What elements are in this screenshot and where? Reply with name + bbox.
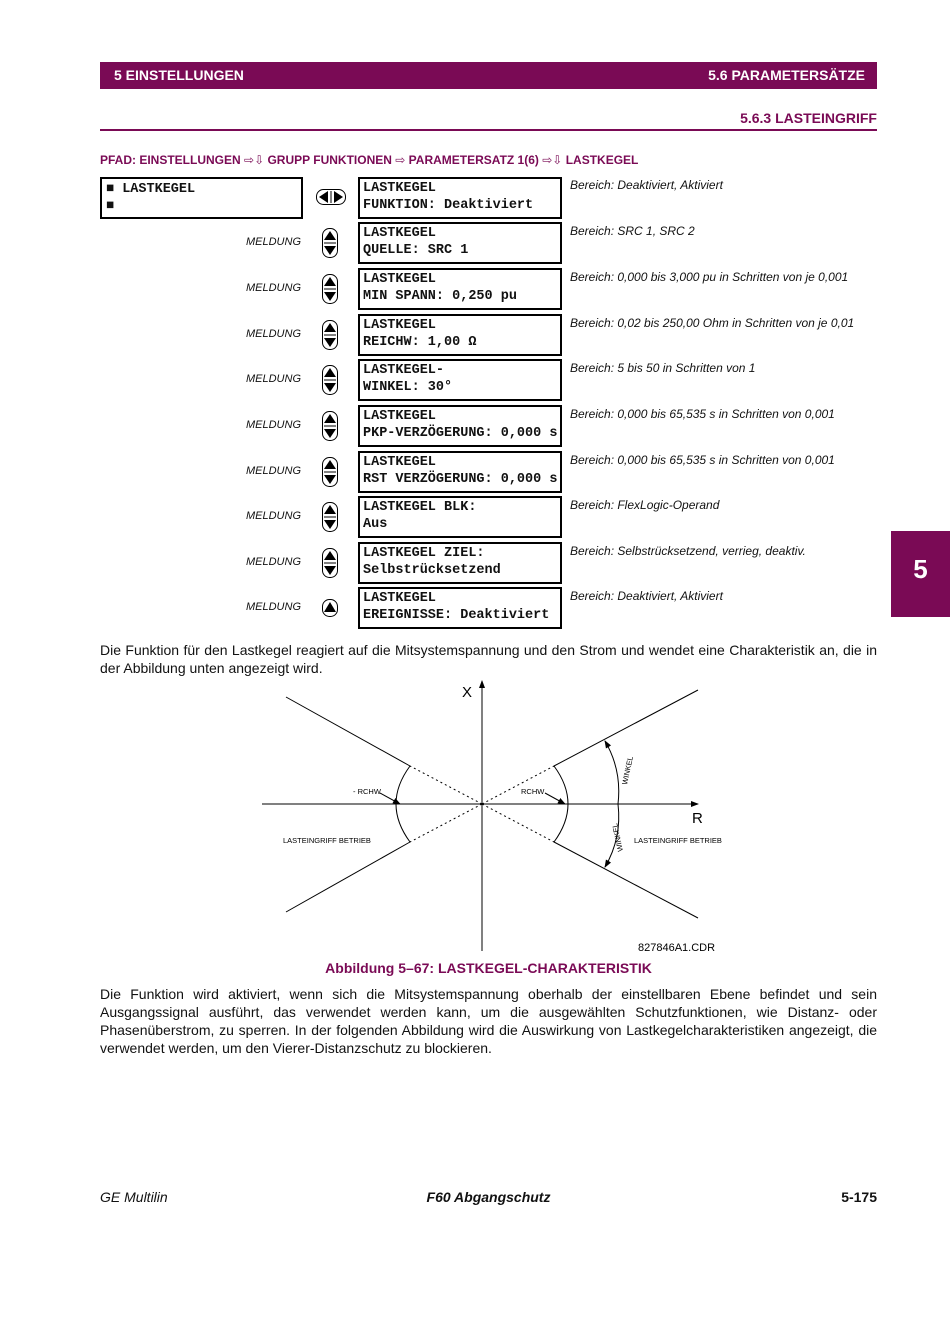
setting-line-2: MIN SPANN: 0,250 pu [363,289,517,304]
angle-line [410,804,482,842]
setting-line-2: Selbstrücksetzend [363,563,501,578]
setting-range: Bereich: 0,000 bis 65,535 s in Schritten von 0,001 [570,453,835,467]
meldung-label: MELDUNG [246,601,302,613]
setting-box-funktion [358,177,562,219]
meldung-label: MELDUNG [246,373,302,385]
menu-path [100,153,638,167]
setting-line-2: FUNKTION: Deaktiviert [363,198,534,213]
setting-line-2: REICHW: 1,00 Ω [363,335,477,350]
setting-line-1: LASTKEGEL [363,181,436,196]
setting-box-winkel [358,359,562,401]
setting-box-ereignisse [358,587,562,629]
section-header-bar [100,62,877,89]
footer-page-number: 5-175 [841,1189,877,1205]
meldung-label: MELDUNG [246,465,302,477]
up-down-key-icon [322,411,338,441]
setting-box-min-spann [358,268,562,310]
setting-box-ziel [358,542,562,584]
angle-line [410,766,482,804]
path-arrow-1: ⇨⇩ [244,153,265,167]
setting-line-1: LASTKEGEL- [363,363,445,378]
meldung-label: MELDUNG [246,282,302,294]
setting-line-1: LASTKEGEL [363,409,436,424]
setting-line-1: LASTKEGEL BLK: [363,500,477,515]
setting-line-1: LASTKEGEL [363,318,436,333]
footer-product: F60 Abgangschutz [426,1189,551,1205]
setting-range: Bereich: 0,000 bis 3,000 pu in Schritten von je 0,001 [570,270,849,284]
drawing-code: 827846A1.CDR [638,942,716,954]
header-rule [100,129,877,131]
path-arrow-3: ⇨⇩ [542,153,563,167]
path-part-2: GRUPP FUNKTIONEN [267,153,392,167]
meldung-label: MELDUNG [246,510,302,522]
setting-range: Bereich: 5 bis 50 in Schritten von 1 [570,361,756,375]
meldung-label: MELDUNG [246,328,302,340]
right-region-label: LASTEINGRIFF BETRIEB [634,836,722,845]
path-arrow-2: ⇨ [395,153,406,167]
setting-box-rst-verzoegerung [358,451,562,493]
load-encroachment-diagram [100,675,877,960]
setting-range: Bereich: Deaktiviert, Aktiviert [570,178,723,192]
setting-range: Bereich: Deaktiviert, Aktiviert [570,589,723,603]
up-down-key-icon [322,457,338,487]
rchw-pos-arrow [545,793,565,804]
setting-range: Bereich: 0,000 bis 65,535 s in Schritten von 0,001 [570,407,835,421]
left-cone-edge [286,842,410,912]
setting-line-2: PKP-VERZÖGERUNG: 0,000 s [363,426,558,441]
path-part-3: PARAMETERSATZ 1(6) [408,153,539,167]
up-down-key-icon [322,274,338,304]
winkel-label-upper: WINKEL [620,755,635,786]
menu-header-box [100,177,303,219]
setting-box-blk [358,496,562,538]
up-down-key-icon [322,548,338,578]
setting-range: Bereich: 0,02 bis 250,00 Ohm in Schritten von je 0,01 [570,316,855,330]
chapter-side-tab: 5 [891,531,950,617]
setting-range: Bereich: SRC 1, SRC 2 [570,224,695,238]
subsection-title: 5.6.3 LASTEINGRIFF [740,110,877,126]
setting-line-1: LASTKEGEL [363,455,436,470]
setting-line-2: WINKEL: 30° [363,380,453,395]
up-key-icon [322,599,338,617]
angle-arc-upper [605,741,619,804]
meldung-label: MELDUNG [246,236,302,248]
left-cone-edge [286,697,410,766]
angle-line [482,766,554,804]
setting-line-2: QUELLE: SRC 1 [363,243,469,258]
right-cone-edge [554,690,698,766]
setting-line-1: LASTKEGEL [363,272,436,287]
setting-line-1: LASTKEGEL [363,591,436,606]
rchw-pos-label: RCHW [521,787,545,796]
x-axis-label: X [462,684,473,701]
path-part-4: LASTKEGEL [565,153,639,167]
up-down-key-icon [322,365,338,395]
left-region-label: LASTEINGRIFF BETRIEB [283,836,371,845]
rchw-neg-label: - RCHW [353,787,381,796]
left-right-key-icon [316,189,346,205]
r-axis-label: R [692,810,703,827]
up-down-key-icon [322,228,338,258]
description-paragraph: Die Funktion wird aktiviert, wenn sich die Mitsystemspannung oberhalb der einstellbaren Ebene befindet und sein Ausgangssignal ausführt, das verwendet werden kann, um die ausgewählten Schutzfunktionen, wie Distanz- oder Phasenüberstrom, zu sperren. In der folgenden Abbildung wird die Auswirkung von Lastkegelcharakteristiken angezeigt, die verwendet werden, um den Vierer-Distanzschutz zu blockieren. [100,986,877,1056]
up-down-key-icon [322,320,338,350]
setting-range: Bereich: FlexLogic-Operand [570,498,720,512]
menu-header-line-1: ■ LASTKEGEL [106,182,196,197]
path-part-1: PFAD: EINSTELLUNGEN [100,153,241,167]
intro-paragraph: Die Funktion für den Lastkegel reagiert auf die Mitsystemspannung und den Strom und wendet eine Charakteristik an, die in der Abbildung unten angezeigt wird. [100,642,877,676]
meldung-label: MELDUNG [246,419,302,431]
meldung-label: MELDUNG [246,556,302,568]
setting-line-2: RST VERZÖGERUNG: 0,000 s [363,472,558,487]
section-title: 5.6 PARAMETERSÄTZE [708,67,865,83]
menu-header-line-2: ■ [106,199,115,214]
figure-caption: Abbildung 5–67: LASTKEGEL-CHARAKTERISTIK [325,960,652,976]
setting-line-1: LASTKEGEL [363,226,436,241]
setting-box-pkp-verzoegerung [358,405,562,447]
chapter-title: 5 EINSTELLUNGEN [114,67,244,83]
right-cone-edge [554,842,698,918]
setting-line-1: LASTKEGEL ZIEL: [363,546,485,561]
setting-box-reichw [358,314,562,356]
setting-line-2: EREIGNISSE: Deaktiviert [363,608,550,623]
setting-line-2: Aus [363,517,388,532]
angle-line [482,804,554,842]
setting-range: Bereich: Selbstrücksetzend, verrieg, deaktiv. [570,544,806,558]
footer-company: GE Multilin [100,1189,168,1205]
winkel-label-lower: WINKEL [610,822,625,853]
setting-box-quelle [358,222,562,264]
up-down-key-icon [322,502,338,532]
